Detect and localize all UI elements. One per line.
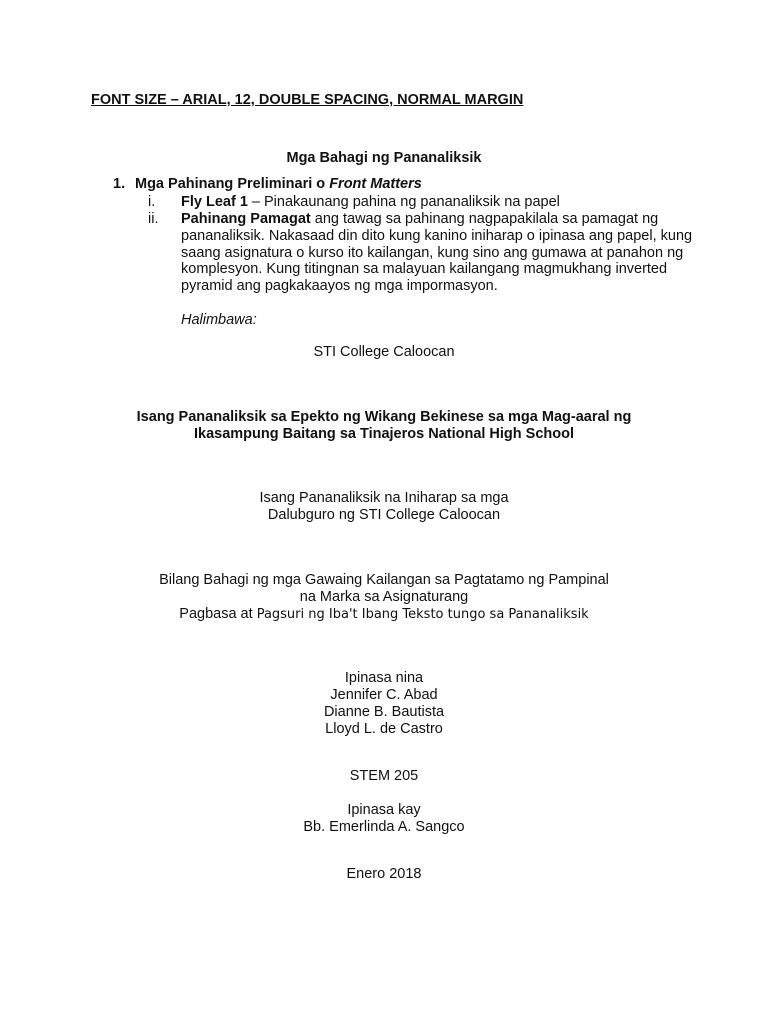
section-number: 1. bbox=[113, 176, 126, 192]
example-label: Halimbawa: bbox=[181, 312, 257, 328]
sample-school: STI College Caloocan bbox=[313, 344, 455, 360]
document-title: Mga Bahagi ng Pananaliksik bbox=[286, 150, 482, 166]
section-title bbox=[113, 176, 422, 192]
format-heading: FONT SIZE – ARIAL, 12, DOUBLE SPACING, NORMAL MARGIN bbox=[91, 92, 524, 108]
author-name: Lloyd L. de Castro bbox=[325, 721, 443, 737]
list-item-title-page bbox=[148, 211, 658, 227]
section-name: STEM 205 bbox=[349, 768, 419, 784]
submitted-to-label: Ipinasa kay bbox=[347, 802, 421, 818]
section-title-italic: Front Matters bbox=[329, 176, 422, 192]
item-term: Fly Leaf 1 bbox=[181, 194, 248, 210]
sample-presented-line1: Isang Pananaliksik na Iniharap sa mga bbox=[259, 490, 509, 506]
item-text: ang tawag sa pahinang nagpapakilala sa pamagat ng bbox=[310, 211, 659, 227]
roman-numeral: ii. bbox=[148, 211, 159, 227]
submission-date: Enero 2018 bbox=[346, 866, 422, 882]
subject-name: Pagsuri ng Iba't Ibang Teksto tungo sa Pananaliksik bbox=[256, 607, 589, 622]
roman-numeral: i. bbox=[148, 194, 156, 210]
sample-research-title-line1: Isang Pananaliksik sa Epekto ng Wikang Bekinese sa mga Mag-aaral ng bbox=[136, 409, 632, 425]
author-name: Jennifer C. Abad bbox=[330, 687, 438, 703]
sample-research-title-line2: Ikasampung Baitang sa Tinajeros National High School bbox=[193, 426, 575, 442]
sample-presented-line2: Dalubguro ng STI College Caloocan bbox=[267, 507, 501, 523]
section-title-text: Mga Pahinang Preliminari o bbox=[135, 176, 330, 192]
subject-prefix: Pagbasa at bbox=[179, 606, 257, 622]
sample-requirement-line2: na Marka sa Asignaturang bbox=[299, 589, 469, 605]
sample-subject bbox=[0, 606, 768, 623]
item-text: – Pinakaunang pahina ng pananaliksik na papel bbox=[247, 194, 560, 210]
item-paragraph: pananaliksik. Nakasaad din dito kung kanino iniharap o ipinasa ang papel, kung saang asignatura o kurso ito kailangan, kung sino ang gumawa at panahon ng komplesyon. Kung titingnan sa malayuan kailangang magmukhang inverted pyramid ang pagkakaayos ng mga impormasyon. bbox=[181, 228, 693, 294]
sample-requirement-line1: Bilang Bahagi ng mga Gawaing Kailangan sa Pagtatamo ng Pampinal bbox=[159, 572, 609, 588]
adviser-name: Bb. Emerlinda A. Sangco bbox=[303, 819, 465, 835]
author-name: Dianne B. Bautista bbox=[323, 704, 445, 720]
list-item-fly-leaf bbox=[148, 194, 560, 210]
submitted-by-label: Ipinasa nina bbox=[344, 670, 424, 686]
item-term: Pahinang Pamagat bbox=[181, 211, 311, 227]
